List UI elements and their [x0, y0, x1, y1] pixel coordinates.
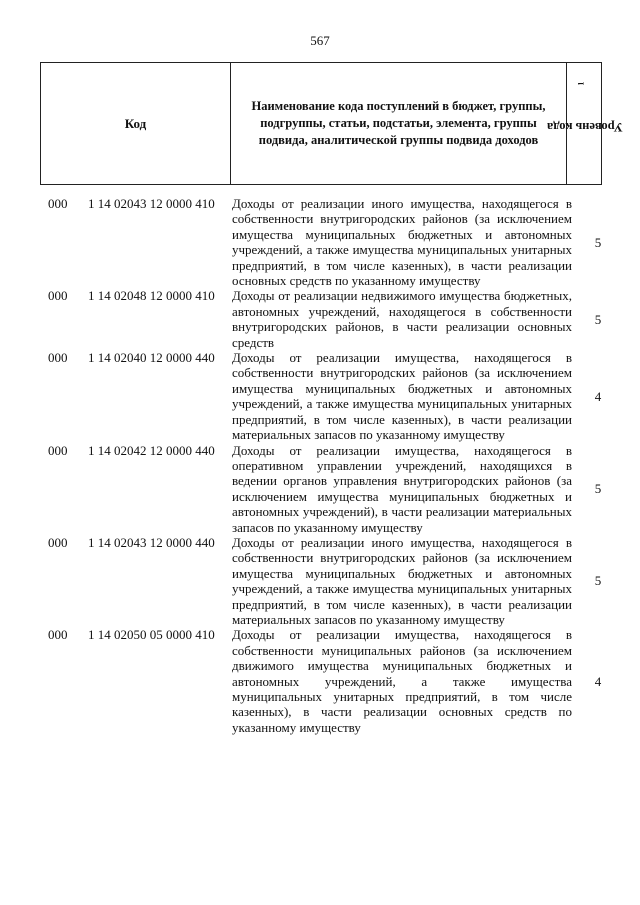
code-level: 4	[594, 388, 602, 404]
revenue-code: 1 14 02043 12 0000 410	[88, 196, 215, 211]
admin-code: 000	[48, 627, 68, 643]
revenue-name: Доходы от реализации имущества, находящегося в собственности муниципальных районов (за исключением движимого имущества муниципальных бюджетных и автономных учреждений, а также имущества муниципальных унитарных предприятий, в том числе казенных), в части реализации основных средств по указанному имуществу	[232, 627, 572, 735]
table-row	[0, 288, 640, 350]
revenue-name: Доходы от реализации имущества, находящегося в оперативном управлении учреждений, находящихся в ведении органов управления внутригородских районов (за исключением имущества муниципальных бюджетных и автономных учреждений), в части реализации материальных запасов по указанному имуществу	[232, 442, 572, 535]
code-level: 5	[594, 234, 602, 250]
table-row	[0, 196, 640, 288]
revenue-name: Доходы от реализации иного имущества, находящегося в собственности внутригородских районов (за исключением имущества муниципальных бюджетных и автономных учреждений, а также имущества муниципальных унитарных предприятий, в том числе казенных), в части реализации основных средств по указанному имуществу	[232, 196, 572, 289]
admin-code: 000	[48, 350, 68, 366]
header-level-footnote: 1	[575, 82, 585, 87]
revenue-code: 1 14 02050 05 0000 410	[88, 627, 215, 643]
header-level-column	[546, 63, 623, 184]
revenue-name: Доходы от реализации имущества, находящегося в собственности внутригородских районов (за исключением имущества муниципальных бюджетных и автономных учреждений, а также имущества муниципальных унитарных предприятий, в том числе казенных), в части реализации материальных запасов по указанному имуществу	[232, 350, 572, 443]
code-level: 5	[594, 481, 602, 497]
admin-code: 000	[48, 442, 68, 458]
table-row	[0, 350, 640, 442]
admin-code: 000	[48, 288, 68, 304]
revenue-code: 1 14 02040 12 0000 440	[88, 350, 215, 366]
admin-code: 000	[48, 534, 68, 550]
table-body	[0, 196, 640, 735]
header-name-column: Наименование кода поступлений в бюджет, группы, подгруппы, статьи, подстатьи, элемента, группы подвида, аналитической группы подвида доходов	[231, 63, 567, 184]
table-row	[0, 535, 640, 627]
code-level: 5	[594, 311, 602, 327]
page-number: 567	[310, 33, 330, 48]
table-header	[40, 62, 623, 185]
revenue-code: 1 14 02042 12 0000 440	[88, 442, 215, 458]
code-level: 4	[594, 673, 602, 689]
code-level: 5	[594, 573, 602, 589]
revenue-name: Доходы от реализации иного имущества, находящегося в собственности внутригородских районов (за исключением имущества муниципальных бюджетных и автономных учреждений, а также имущества муниципальных унитарных предприятий, в том числе казенных), в части реализации материальных запасов по указанному имуществу	[232, 534, 572, 627]
revenue-name: Доходы от реализации недвижимого имущества бюджетных, автономных учреждений, находящегося в собственности внутригородских районов, в части реализации основных средств	[232, 288, 572, 350]
revenue-code: 1 14 02048 12 0000 410	[88, 288, 215, 304]
header-code-column: Код	[41, 63, 231, 184]
admin-code: 000	[48, 196, 68, 211]
revenue-code: 1 14 02043 12 0000 440	[88, 534, 215, 550]
table-row	[0, 627, 640, 735]
header-level-label: Уровень кода	[546, 120, 623, 135]
table-row	[0, 443, 640, 535]
